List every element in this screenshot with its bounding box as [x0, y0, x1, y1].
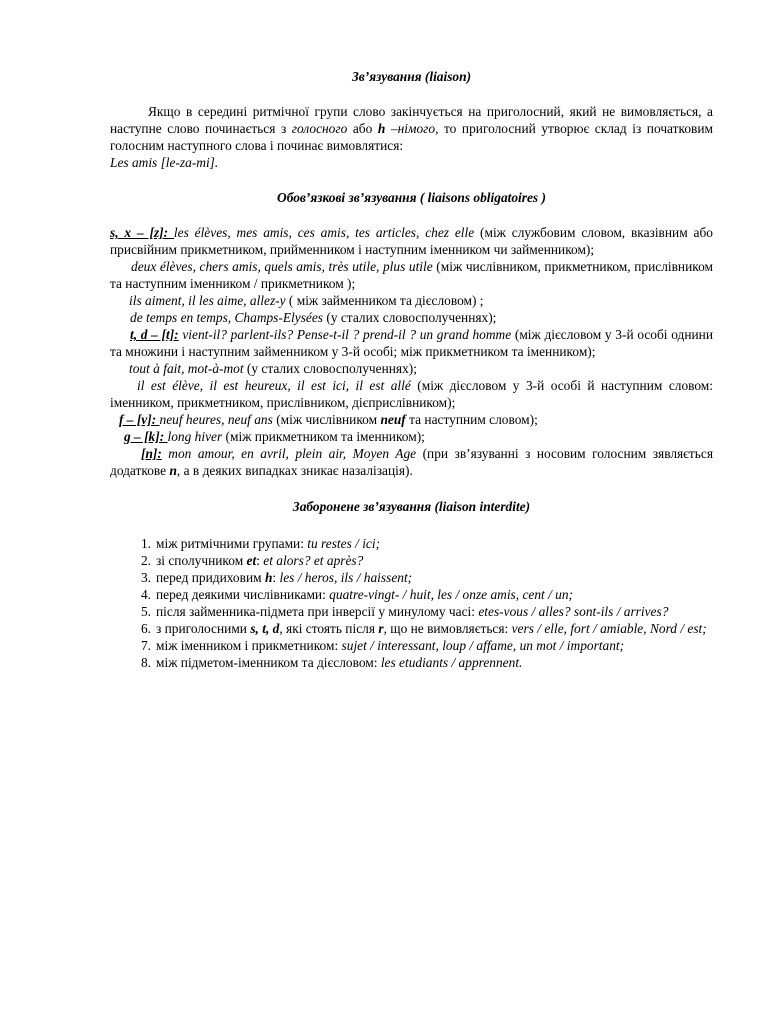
- list-item: [110, 552, 713, 569]
- intro-term-vowel: голосного: [291, 121, 348, 136]
- oblig-note: (між прикметником та іменником);: [222, 429, 425, 444]
- oblig-note: (між службовим словом, вказівним або присвійним прикметником, прийменником і наступним іменником чи займенником);: [110, 225, 713, 257]
- list-number: 4.: [140, 587, 151, 602]
- forbidden-list: [110, 535, 713, 671]
- list-example: et alors? et après?: [263, 553, 364, 568]
- list-example: les / heros, ils / haissent;: [279, 570, 413, 585]
- oblig-note: , а в деяких випадках зникає назалізація).: [176, 463, 413, 478]
- oblig-item: [110, 309, 713, 326]
- oblig-item: [110, 258, 713, 292]
- oblig-example: les élèves, mes amis, ces amis, tes articles, chez elle: [173, 225, 475, 240]
- list-item: [110, 569, 713, 586]
- oblig-item: [110, 292, 713, 309]
- list-example: etes-vous / alles? sont-ils / arrives?: [478, 604, 669, 619]
- oblig-example: tout à fait, mot-à-mot: [129, 361, 244, 376]
- list-number: 7.: [140, 638, 151, 653]
- oblig-note: (між дієсловом у 3-й особі однини та множини і наступним займенником у 3-й особі; між прикметником та іменником);: [110, 327, 713, 359]
- oblig-example: de temps en temps, Champs-Elysées: [130, 310, 324, 325]
- list-text: , що не вимовляється:: [383, 621, 512, 636]
- oblig-example: il est élève, il est heureux, il est ici, il est allé: [137, 378, 411, 393]
- list-bold: et: [246, 553, 257, 568]
- list-number: 3.: [140, 570, 151, 585]
- oblig-note: (між числівником, прикметником, прислівником та наступним іменником / прикметником );: [110, 259, 714, 291]
- list-text: після займенника-підмета при інверсії у минулому часі:: [156, 604, 479, 619]
- oblig-key: g – [k]:: [124, 429, 168, 444]
- list-example: vers / elle, fort / amiable, Nord / est;: [511, 621, 707, 636]
- oblig-item: [110, 326, 713, 360]
- list-text: :: [256, 553, 264, 568]
- oblig-item: [110, 224, 713, 258]
- list-number: 6.: [140, 621, 151, 636]
- list-example: les etudiants / apprennent.: [380, 655, 523, 670]
- oblig-item: [110, 411, 713, 428]
- list-text: між іменником і прикметником:: [156, 638, 342, 653]
- list-bold: s, t, d: [250, 621, 280, 636]
- list-bold: h: [264, 570, 273, 585]
- intro-text-g: , то приголосний утворює склад із початковим голосним наступного слова і починає вимовлятися:: [110, 121, 713, 153]
- oblig-example: deux élèves, chers amis, quels amis, très utile, plus utile: [131, 259, 433, 274]
- oblig-note: (між числівником: [272, 412, 381, 427]
- oblig-key: [n]:: [141, 446, 162, 461]
- intro-example: Les amis [le-za-mi].: [110, 155, 219, 170]
- oblig-example: neuf heures, neuf ans: [159, 412, 273, 427]
- list-text: з приголосними: [156, 621, 251, 636]
- intro-text-c: або: [347, 121, 378, 136]
- oblig-example: vient-il? parlent-ils? Pense-t-il ? prend-il ? un grand homme: [178, 327, 512, 342]
- oblig-example: ils aiment, il les aime, allez-y: [129, 293, 286, 308]
- intro-paragraph: [110, 103, 713, 154]
- list-number: 8.: [140, 655, 151, 670]
- list-item: [110, 654, 713, 671]
- oblig-item: [110, 377, 713, 411]
- list-text: зі сполучником: [156, 553, 247, 568]
- intro-text-a: Якщо в середині ритмічної групи слово закінчується на приголосний, який не вимовляється, а наступне слово починається з: [110, 104, 713, 136]
- document-page: [110, 68, 713, 671]
- list-number: 2.: [140, 553, 151, 568]
- oblig-item: [110, 360, 713, 377]
- oblig-example: long hiver: [167, 429, 223, 444]
- list-item: [110, 535, 713, 552]
- oblig-note: (між дієсловом у 3-й особі й наступним словом: іменником, прикметником, прислівником, дієприслівником);: [110, 378, 713, 410]
- list-example: quatre-vingt- / huit, les / onze amis, cent / un;: [329, 587, 574, 602]
- oblig-note: ( між займенником та дієсловом) ;: [285, 293, 484, 308]
- list-number: 1.: [140, 536, 151, 551]
- oblig-note: (при зв’язуванні з носовим голосним зявляється додаткове: [110, 446, 713, 478]
- oblig-key: t, d – [t]:: [130, 327, 179, 342]
- oblig-key: f – [v]:: [119, 412, 160, 427]
- list-text: між ритмічними групами:: [156, 536, 308, 551]
- oblig-note: та наступним словом);: [405, 412, 538, 427]
- oblig-example: mon amour, en avril, plein air, Moyen Age: [161, 446, 417, 461]
- list-number: 5.: [140, 604, 151, 619]
- list-item: [110, 586, 713, 603]
- list-item: [110, 637, 713, 654]
- list-text: перед деякими числівниками:: [156, 587, 330, 602]
- oblig-note: (у сталих словосполученнях);: [243, 361, 417, 376]
- list-item: [110, 603, 713, 620]
- oblig-item: [110, 428, 713, 445]
- list-text: , які стоять після: [279, 621, 379, 636]
- intro-term-h: h: [377, 121, 386, 136]
- list-text: між підметом-іменником та дієсловом:: [156, 655, 381, 670]
- heading-forbidden: Заборонене зв’язування (liaison interdite): [292, 499, 531, 514]
- list-text: :: [272, 570, 280, 585]
- list-example: tu restes / ici;: [307, 536, 381, 551]
- heading-obligatory: Обов’язкові зв’язування ( liaisons obligatoires ): [277, 190, 546, 205]
- oblig-note: (у сталих словосполученнях);: [323, 310, 497, 325]
- oblig-item: [110, 445, 713, 479]
- intro-text-dash: –: [385, 121, 398, 136]
- oblig-bold-word: neuf: [380, 412, 406, 427]
- heading-liaison: Зв’язування (liaison): [351, 69, 472, 84]
- list-example: sujet / interessant, loup / affame, un mot / important;: [341, 638, 625, 653]
- list-item: [110, 620, 713, 637]
- list-bold: r: [378, 621, 384, 636]
- oblig-key: s, x – [z]:: [110, 225, 174, 240]
- list-text: перед придиховим: [156, 570, 265, 585]
- intro-term-mute: німого: [397, 121, 436, 136]
- oblig-bold-word: n: [169, 463, 177, 478]
